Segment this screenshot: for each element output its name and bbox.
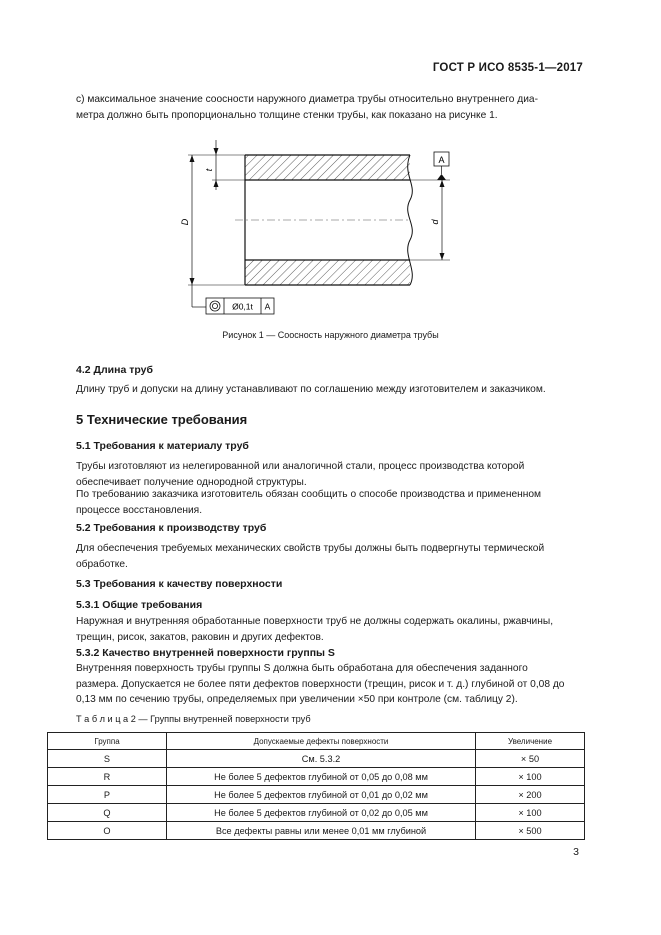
section-5-3-1-line-1: Наружная и внутренняя обработанные поверхности труб не должны содержать окалины, ржавчины, (76, 616, 554, 627)
section-5-1-p2-line-1: По требованию заказчика изготовитель обязан сообщить о способе производства и примененном (76, 489, 542, 500)
tolerance-datum: A (264, 301, 271, 312)
cell-defects: Не более 5 дефектов глубиной от 0,01 до 0,02 мм (167, 786, 476, 804)
intro-paragraph (76, 92, 584, 123)
section-5-2-paragraph (76, 541, 584, 572)
tolerance-value: Ø0,1t (232, 301, 253, 312)
section-5-2-line-2: обработке. (76, 558, 128, 570)
section-5-2-line-1: Для обеспечения требуемых механических свойств трубы должны быть подвергнуты термической (76, 543, 545, 554)
intro-line-2: метра должно быть пропорционально толщине стенки трубы, как показано на рисунке 1. (76, 109, 498, 121)
cell-defects: Не более 5 дефектов глубиной от 0,02 до 0,05 мм (167, 804, 476, 822)
coaxiality-figure (170, 140, 470, 320)
table-row (48, 804, 585, 822)
cell-group: Q (48, 804, 167, 822)
dim-d-label: d (430, 219, 440, 225)
cell-defects: См. 5.3.2 (167, 750, 476, 768)
figure-caption: Рисунок 1 — Соосность наружного диаметра трубы (222, 330, 439, 340)
section-5-3-2-line-1: Внутренняя поверхность трубы группы S должна быть обработана для обеспечения заданного (76, 663, 528, 674)
standard-header: ГОСТ Р ИСО 8535-1—2017 (432, 62, 583, 74)
cell-magnification: × 100 (476, 768, 585, 786)
section-5-3-2-line-3: 0,13 мм по сечению трубы, определяемых при увеличении ×50 при контроле (см. таблицу 2). (76, 694, 518, 705)
section-5-3-2-line-2: размера. Допускается не более пяти дефектов поверхности (трещин, рисок и т. д.) глубиной от 0,08 до (76, 678, 565, 690)
table-row (48, 786, 585, 804)
section-4-2-text: Длину труб и допуски на длину устанавливают по соглашению между изготовителем и заказчиком. (76, 384, 546, 395)
datum-label: A (438, 155, 445, 165)
section-5-3-1-paragraph (76, 614, 584, 645)
pipe-wall-top (245, 155, 410, 180)
header-group: Группа (48, 733, 167, 750)
intro-line-1: с) максимальное значение соосности наружного диаметра трубы относительно внутреннего диа- (76, 94, 538, 105)
cell-magnification: × 200 (476, 786, 585, 804)
table-header-row (48, 733, 585, 750)
cell-defects: Не более 5 дефектов глубиной от 0,05 до 0,08 мм (167, 768, 476, 786)
header-defects: Допускаемые дефекты поверхности (167, 733, 476, 750)
section-5-3-2-title: 5.3.2 Качество внутренней поверхности группы S (76, 647, 335, 659)
section-5-1-p1-line-1: Трубы изготовляют из нелегированной или аналогичной стали, процесс производства которой (76, 461, 525, 472)
cell-group: O (48, 822, 167, 840)
table-caption: Т а б л и ц а 2 — Группы внутренней поверхности труб (76, 714, 311, 724)
section-4-2-title: 4.2 Длина труб (76, 364, 153, 376)
section-5-3-title: 5.3 Требования к качеству поверхности (76, 578, 283, 590)
cell-defects: Все дефекты равны или менее 0,01 мм глубиной (167, 822, 476, 840)
surface-groups-table (47, 732, 585, 840)
cell-magnification: × 50 (476, 750, 585, 768)
datum-triangle (437, 174, 446, 180)
cell-group: S (48, 750, 167, 768)
section-5-3-1-line-2: трещин, рисок, закатов, раковин и других дефектов. (76, 631, 324, 643)
section-5-1-title: 5.1 Требования к материалу труб (76, 440, 249, 452)
cell-magnification: × 500 (476, 822, 585, 840)
pipe-wall-bottom (245, 260, 410, 285)
cell-group: P (48, 786, 167, 804)
section-5-2-title: 5.2 Требования к производству труб (76, 522, 267, 534)
dim-t-label: t (204, 168, 214, 172)
section-5-1-paragraph-2 (76, 487, 584, 518)
section-5-1-p1-line-2: обеспечивает получение однородной структуры. (76, 476, 307, 488)
table-row (48, 822, 585, 840)
table-row (48, 768, 585, 786)
page-number: 3 (573, 846, 579, 858)
section-5-title: 5 Технические требования (76, 412, 248, 427)
table-row (48, 750, 585, 768)
section-5-1-p2-line-2: процессе восстановления. (76, 504, 203, 516)
cell-magnification: × 100 (476, 804, 585, 822)
cell-group: R (48, 768, 167, 786)
header-magnification: Увеличение (476, 733, 585, 750)
section-5-3-2-paragraph (76, 661, 584, 708)
section-5-1-paragraph-1 (76, 459, 584, 490)
section-5-3-1-title: 5.3.1 Общие требования (76, 599, 203, 611)
dim-D-label: D (180, 218, 190, 226)
